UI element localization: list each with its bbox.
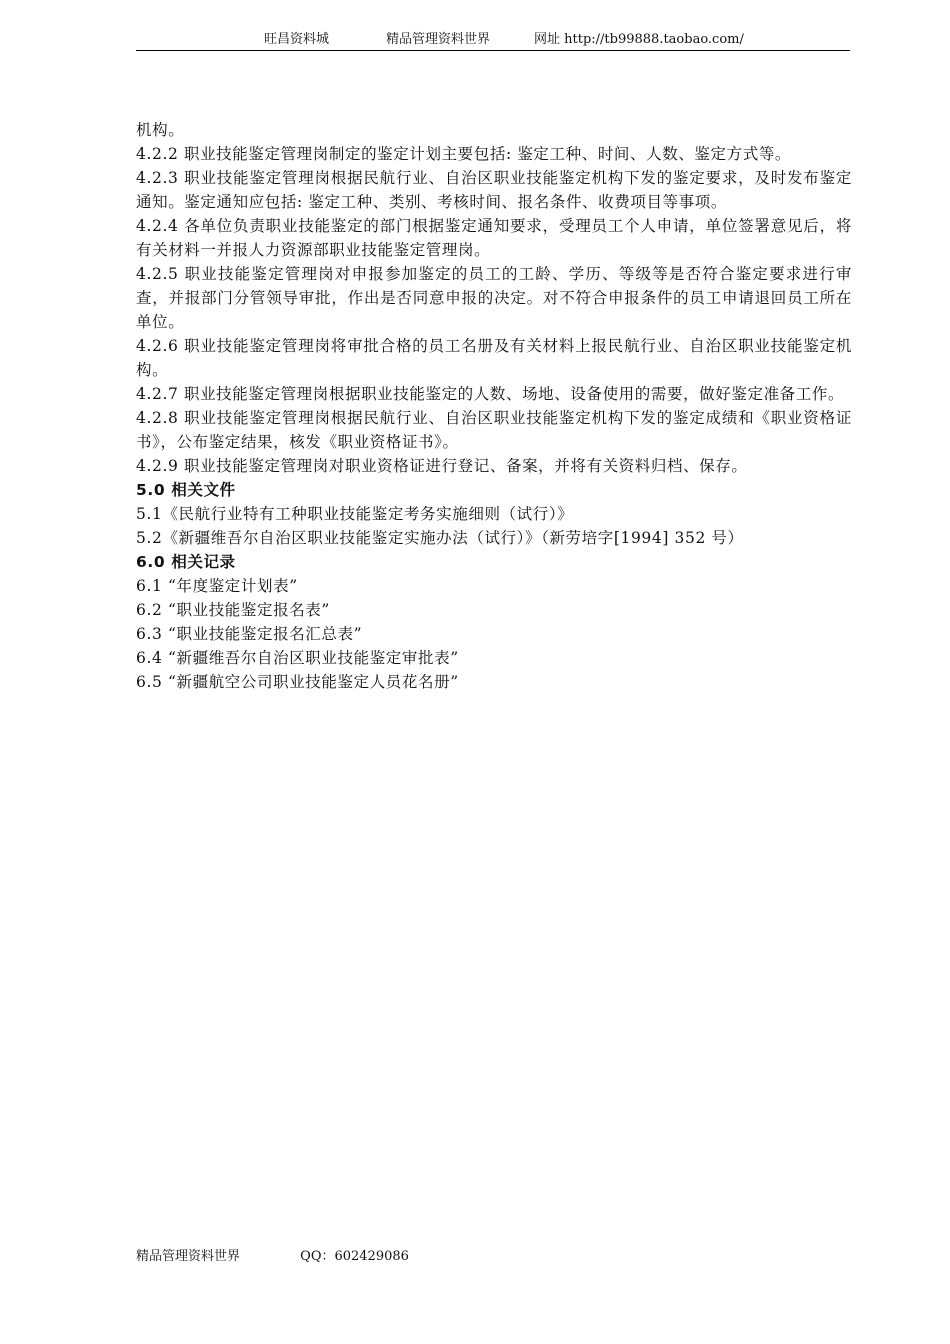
header-url: 网址 http://tb99888.taobao.com/ [534,32,744,47]
paragraph: 4.2.3 职业技能鉴定管理岗根据民航行业、自治区职业技能鉴定机构下发的鉴定要求，及时发布鉴定通知。鉴定通知应包括: 鉴定工种、类别、考核时间、报名条件、收费项目等事项。 [136,169,852,211]
paragraph: 4.2.5 职业技能鉴定管理岗对申报参加鉴定的员工的工龄、学历、等级等是否符合鉴定要求进行审查，并报部门分管领导审批，作出是否同意申报的决定。对不符合申报条件的员工申请退回员工所在单位。 [136,265,852,331]
paragraph: 4.2.4 各单位负责职业技能鉴定的部门根据鉴定通知要求，受理员工个人申请，单位签署意见后，将有关材料一并报人力资源部职业技能鉴定管理岗。 [136,217,852,259]
paragraph: 4.2.2 职业技能鉴定管理岗制定的鉴定计划主要包括: 鉴定工种、时间、人数、鉴定方式等。 [136,145,792,163]
paragraph: 6.2 “职业技能鉴定报名表” [136,601,330,619]
paragraph: 6.1 “年度鉴定计划表” [136,577,298,595]
paragraph: 4.2.7 职业技能鉴定管理岗根据职业技能鉴定的人数、场地、设备使用的需要，做好鉴定准备工作。 [136,385,845,403]
footer-qq: QQ：602429086 [300,1249,409,1264]
section-heading: 5.0 相关文件 [136,481,236,499]
paragraph: 机构。 [136,121,185,139]
page-header [136,30,850,51]
paragraph: 4.2.8 职业技能鉴定管理岗根据民航行业、自治区职业技能鉴定机构下发的鉴定成绩和《职业资格证书》，公布鉴定结果，核发《职业资格证书》。 [136,409,852,451]
document-body [136,118,852,694]
footer-site-name: 精品管理资料世界 [136,1249,241,1264]
paragraph: 6.4 “新疆维吾尔自治区职业技能鉴定审批表” [136,649,459,667]
paragraph: 5.2《新疆维吾尔自治区职业技能鉴定实施办法（试行）》（新劳培字[1994] 352 号） [136,529,744,547]
section-heading: 6.0 相关记录 [136,553,236,571]
header-site-name: 旺昌资料城 [264,32,330,47]
paragraph: 6.3 “职业技能鉴定报名汇总表” [136,625,363,643]
paragraph: 4.2.6 职业技能鉴定管理岗将审批合格的员工名册及有关材料上报民航行业、自治区职业技能鉴定机构。 [136,337,852,379]
paragraph: 6.5 “新疆航空公司职业技能鉴定人员花名册” [136,673,459,691]
paragraph: 4.2.9 职业技能鉴定管理岗对职业资格证进行登记、备案，并将有关资料归档、保存。 [136,457,748,475]
page-footer [136,1248,409,1266]
header-slogan: 精品管理资料世界 [386,32,491,47]
paragraph: 5.1《民航行业特有工种职业技能鉴定考务实施细则（试行）》 [136,505,574,523]
